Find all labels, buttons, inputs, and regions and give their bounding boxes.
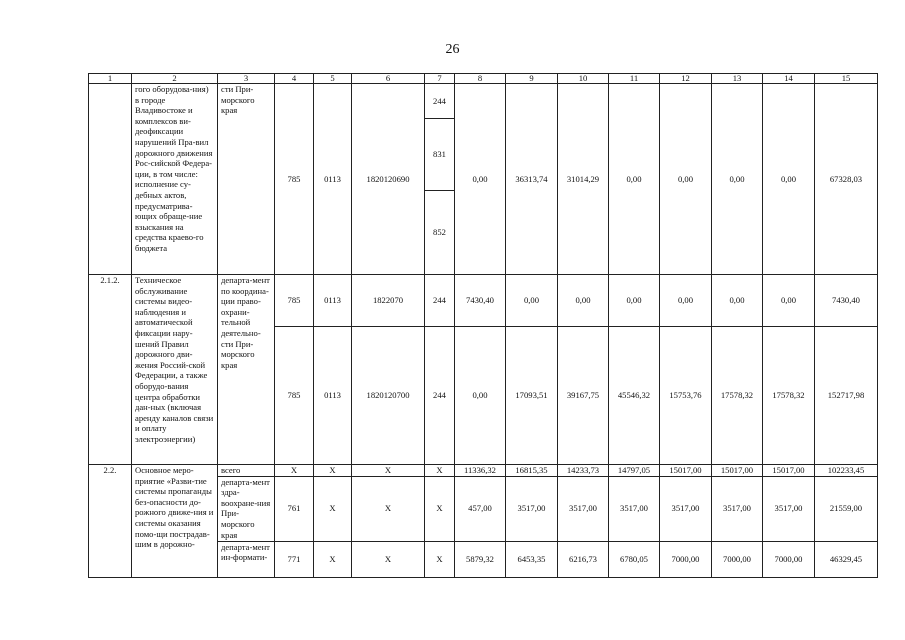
total-cell: 102233,45	[815, 465, 878, 477]
value-cell: 0,00	[712, 275, 763, 327]
executor-name: сти При-морского края	[218, 84, 275, 275]
grbs-code: 771	[275, 541, 314, 577]
value-cell: 0,00	[763, 84, 815, 275]
executor-name: департа-мент по координа-ции право-охрани-тельной деятельно-сти При-морского края	[218, 275, 275, 465]
column-header: 13	[712, 74, 763, 84]
rzpr-code: 0113	[314, 327, 352, 465]
value-cell: 7430,40	[455, 275, 506, 327]
value-cell: 0,00	[455, 84, 506, 275]
column-header: 1	[89, 74, 132, 84]
value-cell: 7000,00	[712, 541, 763, 577]
value-cell: 17578,32	[712, 327, 763, 465]
value-cell: 39167,75	[558, 327, 609, 465]
rzpr-code: 0113	[314, 84, 352, 275]
value-cell: 0,00	[558, 275, 609, 327]
value-cell: 6453,35	[506, 541, 558, 577]
value-cell: 45546,32	[609, 327, 660, 465]
vr-code: 244	[425, 327, 455, 465]
column-header: 6	[352, 74, 425, 84]
value-cell: 5879,32	[455, 541, 506, 577]
vr-code: 244	[425, 275, 455, 327]
value-cell: 31014,29	[558, 84, 609, 275]
value-cell: 3517,00	[660, 476, 712, 541]
value-cell: 15753,76	[660, 327, 712, 465]
value-cell: 3517,00	[609, 476, 660, 541]
grbs-code: 785	[275, 275, 314, 327]
executor-name: департа-мент ин-формати-	[218, 541, 275, 577]
total-cell: 21559,00	[815, 476, 878, 541]
rzpr-code: 0113	[314, 275, 352, 327]
value-cell: 14233,73	[558, 465, 609, 477]
value-cell: 3517,00	[558, 476, 609, 541]
column-header: 2	[132, 74, 218, 84]
total-cell: 7430,40	[815, 275, 878, 327]
value-cell: 14797,05	[609, 465, 660, 477]
column-header: 15	[815, 74, 878, 84]
activity-name: Техническое обслуживание системы видео-наблюдения и автоматической фиксации нару-шений Правил дорожного дви-жения Россий-ской Федерации, а также оборудо-вания центра обработки дан-ных (включая аренду каналов связи и оплату электроэнергии)	[132, 275, 218, 465]
grbs-code: 785	[275, 327, 314, 465]
vr-code: 244	[425, 84, 455, 119]
value-cell: 0,00	[660, 84, 712, 275]
item-number: 2.2.	[89, 465, 132, 578]
column-header: 3	[218, 74, 275, 84]
vr-code: 852	[425, 191, 455, 275]
vr-code: 831	[425, 119, 455, 191]
value-cell: 0,00	[455, 327, 506, 465]
value-cell: 0,00	[763, 275, 815, 327]
rzpr-code: Х	[314, 465, 352, 477]
budget-table	[88, 73, 878, 578]
activity-name: гого оборудова-ния) в городе Владивостоке и комплексов ви-деофиксации нарушений Пра-вил дорожного движения Рос-сийской Федера-ции, в том числе: исполнение су-дебных актов, предусматрива-ющих обраще-ние взыскания на средства краево-го бюджета	[132, 84, 218, 275]
executor-name: всего	[218, 465, 275, 477]
vr-code: Х	[425, 465, 455, 477]
table-row	[89, 84, 878, 119]
value-cell: 7000,00	[660, 541, 712, 577]
rzpr-code: Х	[314, 541, 352, 577]
table-row	[89, 275, 878, 327]
column-header: 11	[609, 74, 660, 84]
value-cell: 457,00	[455, 476, 506, 541]
table-row	[89, 465, 878, 477]
value-cell: 0,00	[609, 84, 660, 275]
total-cell: 67328,03	[815, 84, 878, 275]
value-cell: 6216,73	[558, 541, 609, 577]
item-number-cell	[89, 84, 132, 275]
grbs-code: Х	[275, 465, 314, 477]
csr-code: Х	[352, 476, 425, 541]
value-cell: 15017,00	[660, 465, 712, 477]
value-cell: 0,00	[609, 275, 660, 327]
column-header: 8	[455, 74, 506, 84]
grbs-code: 761	[275, 476, 314, 541]
value-cell: 7000,00	[763, 541, 815, 577]
csr-code: Х	[352, 541, 425, 577]
value-cell: 36313,74	[506, 84, 558, 275]
csr-code: 1820120700	[352, 327, 425, 465]
csr-code: Х	[352, 465, 425, 477]
value-cell: 0,00	[506, 275, 558, 327]
column-header: 4	[275, 74, 314, 84]
vr-code: Х	[425, 476, 455, 541]
rzpr-code: Х	[314, 476, 352, 541]
grbs-code: 785	[275, 84, 314, 275]
activity-name: Основное меро-приятие «Разви-тие системы пропаганды без-опасности до-рожного движе-ния и системы оказания помо-щи пострадав-шим в дорожно-	[132, 465, 218, 578]
value-cell: 15017,00	[712, 465, 763, 477]
page-number: 26	[445, 42, 460, 57]
vr-code: Х	[425, 541, 455, 577]
value-cell: 6780,05	[609, 541, 660, 577]
value-cell: 11336,32	[455, 465, 506, 477]
value-cell: 0,00	[712, 84, 763, 275]
executor-name: департа-мент здра-воохране-ния При-морского края	[218, 476, 275, 541]
value-cell: 17093,51	[506, 327, 558, 465]
total-cell: 152717,98	[815, 327, 878, 465]
value-cell: 3517,00	[712, 476, 763, 541]
column-header: 14	[763, 74, 815, 84]
column-header: 5	[314, 74, 352, 84]
csr-code: 1822070	[352, 275, 425, 327]
column-header: 7	[425, 74, 455, 84]
csr-code: 1820120690	[352, 84, 425, 275]
value-cell: 17578,32	[763, 327, 815, 465]
column-numbers-row	[89, 74, 878, 84]
column-header: 12	[660, 74, 712, 84]
column-header: 9	[506, 74, 558, 84]
total-cell: 46329,45	[815, 541, 878, 577]
item-number: 2.1.2.	[89, 275, 132, 465]
value-cell: 3517,00	[506, 476, 558, 541]
value-cell: 16815,35	[506, 465, 558, 477]
column-header: 10	[558, 74, 609, 84]
value-cell: 15017,00	[763, 465, 815, 477]
value-cell: 0,00	[660, 275, 712, 327]
value-cell: 3517,00	[763, 476, 815, 541]
